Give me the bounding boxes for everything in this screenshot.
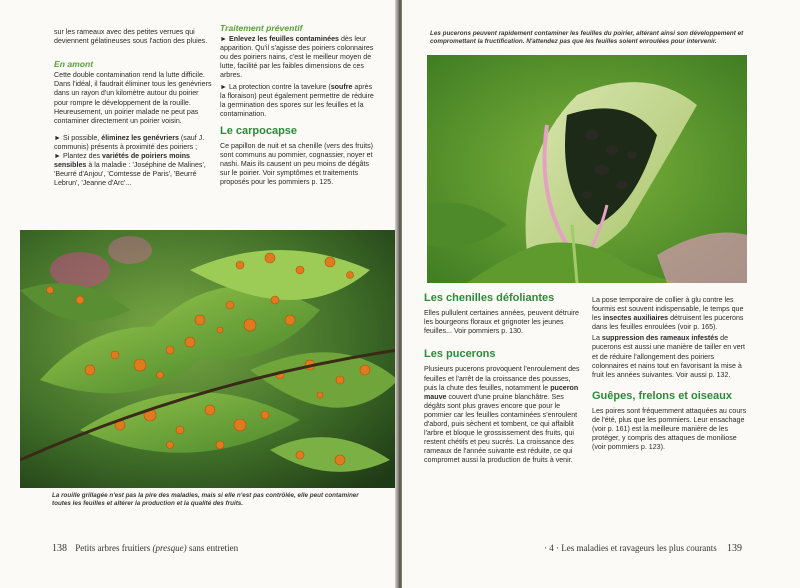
- heading-chenilles-defoliantes: Les chenilles défoliantes: [424, 292, 555, 304]
- heading-carpocapse: Le carpocapse: [220, 124, 298, 137]
- paragraph: Ce papillon de nuit et sa chenille (vers des fruits) sont communs au pommier, cognassier, noyer et nashi. Mais ils causent un peu moins de dégâts sur le poirier. Voir symptômes et traitements proposés pour les pommiers p. 125.: [220, 142, 373, 187]
- paragraph: Elles pullulent certaines années, peuvent détruire les bourgeons floraux et grignoter les jeunes feuilles... Voir pommiers p. 130.: [424, 309, 579, 336]
- folio-right: [544, 543, 742, 554]
- paragraph: Cette double contamination rend la lutte difficile. Dans l'idéal, il faudrait éliminer tous les genévriers dans un rayon d'un kilomètre autour du poirier pour rompre le développement de la rouille. Heureusement, un poirier malade ne peut pas contaminer directement un poirier voisin.: [54, 71, 212, 125]
- folio-left: [52, 543, 238, 554]
- bullet-item: ► Plantez des variétés de poiriers moins sensibles à la maladie : 'Joséphine de Malines', 'Beurré d'Anjou', 'Comtesse de Paris', 'Beurré Lebrun', 'Jeanne d'Arc'...: [54, 152, 206, 188]
- right-column-1: [424, 288, 584, 466]
- photo-aphids-leaf: [427, 55, 747, 283]
- paragraph: Plusieurs pucerons provoquent l'enroulement des feuilles et l'arrêt de la croissance des pousses, puis la chute des feuilles, notamment le puceron mauve couvert d'une pruine blanchâtre. Ses dégâts sont plus graves encore que pour le pommier car les feuilles contaminées s'enroulent d'abord, puis sèchent et tombent, ce qui affaiblit l'arbre et bloque le grossissement des fruits, qui restent chétifs et peu sucrés. La croissance des rameaux de l'année suivante est réduite, ce qui compromet aussi la production de fruits à venir.: [424, 365, 580, 465]
- bullet-item: ► Si possible, éliminez les genévriers (sauf J. communis) présents à proximité des poiriers ;: [54, 133, 205, 151]
- paragraph: La pose temporaire de collier à glu contre les fourmis est souvent indispensable, le temps que les insectes auxiliaires détruisent les pucerons dans les feuilles enroulées (voir p. 165).: [592, 296, 744, 332]
- subheading-traitement-preventif: Traitement préventif: [220, 23, 303, 33]
- photo-pear-rust-leaves: [20, 230, 398, 488]
- paragraph: sur les rameaux avec des petites verrues qui deviennent gélatineuses sous l'action des pluies.: [54, 28, 208, 46]
- heading-pucerons: Les pucerons: [424, 348, 496, 361]
- right-column-2: [592, 296, 752, 452]
- running-title: · 4 · Les maladies et ravageurs les plus courants: [544, 543, 717, 553]
- paragraph: La suppression des rameaux infestés de pucerons est aussi une manière de tailler en vert et de réduire l'allongement des poiriers colonnaires et nains tout en favorisant la mise à fruit les années suivantes. Voir aussi p. 132.: [592, 334, 745, 379]
- left-column-2: [220, 24, 378, 188]
- bullet-item: ► La protection contre la tavelure (soufre après la floraison) peut également permettre de réduire la germination des spores sur les feuilles et la contamination.: [220, 82, 374, 118]
- right-page: [402, 0, 800, 588]
- subheading-en-amont: En amont: [54, 59, 94, 70]
- left-page: [0, 0, 398, 588]
- bullet-item: ► Enlevez les feuilles contaminées dès leur apparition. Qu'il s'agisse des poiriers colonnaires ou des poiriers nains, c'est le meilleur moyen de lutte, facilité par les faibles dimensions de ces arbres.: [220, 35, 374, 80]
- photo-caption-left: La rouille grillagée n'est pas la pire des maladies, mais si elle n'est pas contrôlée, elle peut contaminer toutes les feuilles et altérer la production et la qualité des fruits.: [52, 492, 359, 507]
- heading-guepes-frelons-oiseaux: Guêpes, frelons et oiseaux: [592, 389, 732, 402]
- left-column-1: [54, 28, 214, 188]
- paragraph: Les poires sont fréquemment attaquées au cours de l'été, plus que les pommiers. Leur ensachage (voir p. 161) est la meilleure manière de les protéger, y compris des attaques de moniliose (voir pommiers p. 123).: [592, 406, 747, 452]
- photo-caption-right: Les pucerons peuvent rapidement contaminer les feuilles du poirier, altérant ainsi son développement et compromettant la fructification. N'attendez pas que les feuilles soient enroulées pour intervenir.: [430, 30, 744, 45]
- page-number: 138: [52, 543, 67, 554]
- running-title: Petits arbres fruitiers (presque) sans entretien: [75, 543, 239, 553]
- page-number: 139: [727, 543, 742, 554]
